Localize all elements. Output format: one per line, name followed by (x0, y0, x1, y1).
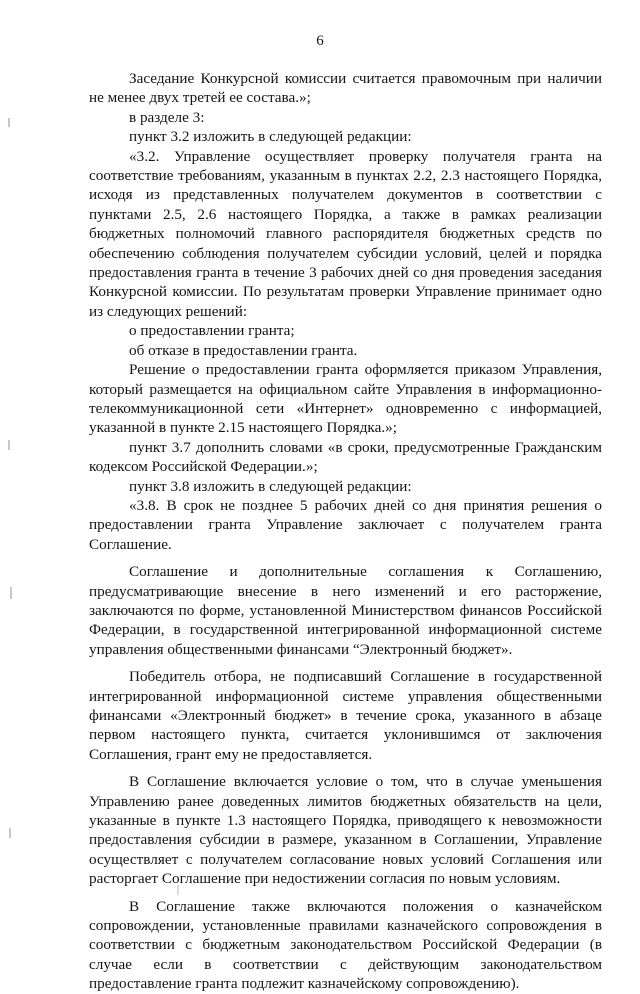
scan-mark (8, 440, 10, 450)
paragraph-treasury-support: В Соглашение также включаются положения о казначейском сопровождении, установленные правилами казначейского сопровождения в соответствии с бюджетным законодательством Российской Федерации (в случае если в соответствии с действующим законодательством предоставление гранта подлежит казначейскому сопровождению). (89, 897, 602, 993)
paragraph-item-3-2-intro: пункт 3.2 изложить в следующей редакции: (129, 128, 412, 146)
paragraph-decision-refusal: об отказе в предоставлении гранта. (129, 341, 358, 359)
paragraph-limits-condition: В Соглашение включается условие о том, что в случае уменьшения Управлению ранее доведенных лимитов бюджетных обязательств на цели, указанные в пункте 1.3 настоящего Порядка, приводящего к невозможности предоставления субсидии в размере, указанном в Соглашении, Управление осуществляет с получателем согласование новых условий Соглашения или расторгает Соглашение при недостижении согласия по новым условиям. (89, 773, 602, 888)
document-body (89, 69, 602, 994)
paragraph-section-3: в разделе 3: (129, 108, 205, 126)
scan-mark (177, 885, 179, 895)
paragraph-item-3-8: «3.8. В срок не позднее 5 рабочих дней со дня принятия решения о предоставлении гранта Управление заключает с получателем гранта Соглашение. (89, 496, 602, 553)
scan-mark (8, 118, 10, 127)
scan-mark (9, 828, 11, 838)
paragraph-item-3-8-intro: пункт 3.8 изложить в следующей редакции: (129, 477, 412, 495)
paragraph-decision-order: Решение о предоставлении гранта оформляется приказом Управления, который размещается на официальном сайте Управления в информационно-телекоммуникационной сети «Интернет» одновременно с информацией, указанной в пункте 2.15 настоящего Порядка.»; (89, 361, 602, 437)
paragraph-agreements: Соглашение и дополнительные соглашения к Соглашению, предусматривающие внесение в него изменений и его расторжение, заключаются по форме, установленной Министерством финансов Российской Федерации, в государственной интегрированной информационной системе управления общественными финансами “Электронный бюджет». (89, 563, 602, 658)
paragraph-item-3-7: пункт 3.7 дополнить словами «в сроки, предусмотренные Гражданским кодексом Российской Федерации.»; (89, 438, 602, 476)
paragraph-decision-grant: о предоставлении гранта; (129, 322, 295, 340)
paragraph-item-3-2: «3.2. Управление осуществляет проверку получателя гранта на соответствие требованиям, указанным в пунктах 2.2, 2.3 настоящего Порядка, исходя из представленных получателем документов в соответствии с пунктами 2.5, 2.6 настоящего Порядка, а также в рамках реализации бюджетных полномочий главного распорядителя бюджетных средств по обеспечению соблюдения получателем субсидии условий, целей и порядка предоставления гранта в течение 3 рабочих дней со дня проведения заседания Конкурсной комиссии. По результатам проверки Управление принимает одно из следующих решений: (89, 147, 602, 320)
paragraph-commission-quorum: Заседание Конкурсной комиссии считается правомочным при наличии не менее двух третей ее состава.»; (89, 70, 602, 107)
scan-mark (10, 587, 12, 599)
page-number: 6 (316, 33, 324, 49)
paragraph-winner: Победитель отбора, не подписавший Соглашение в государственной интегрированной информационной системе управления общественными финансами «Электронный бюджет» в течение срока, указанного в абзаце первом настоящего пункта, считается уклонившимся от заключения Соглашения, грант ему не предоставляется. (89, 668, 602, 763)
